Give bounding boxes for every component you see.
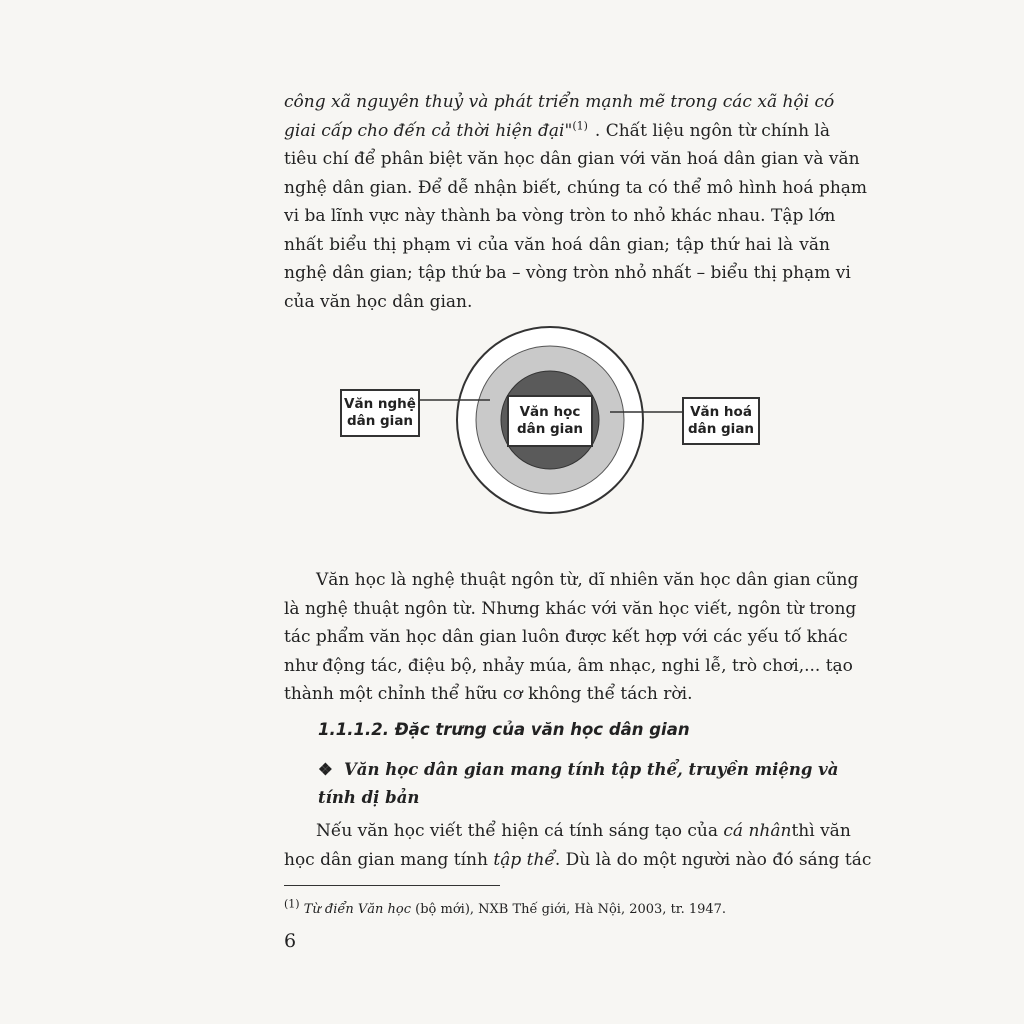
text-line: như động tác, điệu bộ, nhảy múa, âm nhạc, nghi lễ, trò chơi,... tạo	[284, 655, 853, 676]
box-label-line: dân gian	[346, 413, 414, 429]
text-line	[284, 117, 830, 146]
text-line: của văn học dân gian.	[284, 291, 473, 312]
box-folk-arts	[340, 389, 420, 437]
paragraph-collective	[284, 817, 872, 874]
text-line: thành một chỉnh thể hữu cơ không thể tách rời.	[284, 684, 693, 704]
footnote	[284, 897, 727, 917]
text-fragment: học dân gian mang tính	[284, 849, 494, 870]
text-fragment: thì văn	[791, 821, 851, 841]
text-line: tiêu chí để phân biệt văn học dân gian với văn hoá dân gian và văn	[284, 149, 860, 169]
text-line: Văn học là nghệ thuật ngôn từ, dĩ nhiên văn học dân gian cũng	[316, 570, 859, 590]
text-line: công xã nguyên thuỷ và phát triển mạnh mẽ trong các xã hội có	[284, 92, 835, 112]
emphasis-text: cá nhân	[723, 821, 792, 841]
concentric-circles-diagram	[330, 325, 770, 515]
text-fragment: Nếu văn học viết thể hiện cá tính sáng tạo của	[316, 821, 724, 841]
box-folk-culture	[682, 397, 760, 445]
text-line	[284, 817, 851, 846]
diamond-bullet-icon: ❖	[318, 760, 333, 779]
bullet-heading-text: tính dị bản	[318, 788, 420, 807]
text-line: là nghệ thuật ngôn từ. Nhưng khác với văn học viết, ngôn từ trong	[284, 598, 857, 619]
footnote-mark: (1)	[284, 897, 300, 911]
bullet-heading-text: Văn học dân gian mang tính tập thể, truyền miệng và	[344, 760, 839, 779]
footnote-divider	[284, 885, 500, 886]
quote-end-text: giai cấp cho đến cả thời hiện đại	[284, 120, 565, 141]
text-line	[284, 846, 872, 875]
text-line: nhất biểu thị phạm vi của văn hoá dân gian; tập thứ hai là văn	[284, 234, 830, 255]
footnote-text: (bộ mới), NXB Thế giới, Hà Nội, 2003, tr. 1947.	[411, 902, 727, 917]
text-fragment: . Chất liệu ngôn từ chính là	[594, 120, 830, 141]
text-line: vi ba lĩnh vực này thành ba vòng tròn to nhỏ khác nhau. Tập lớn	[284, 206, 836, 226]
text-fragment: . Dù là do một người nào đó sáng tác	[554, 849, 872, 870]
footnote-title: Từ điển Văn học	[303, 902, 412, 917]
emphasis-text: tập thể	[493, 849, 555, 870]
box-folk-literature	[507, 395, 593, 447]
section-heading: 1.1.1.2. Đặc trưng của văn học dân gian	[318, 720, 690, 739]
footnote-ref: (1)	[572, 118, 588, 132]
box-label-line: Văn nghệ	[344, 396, 416, 412]
text-line: nghệ dân gian. Để dễ nhận biết, chúng ta có thể mô hình hoá phạm	[284, 177, 868, 198]
bullet-heading	[318, 756, 839, 812]
paragraph-verbal-art	[284, 566, 859, 709]
text-line: nghệ dân gian; tập thứ ba – vòng tròn nhỏ nhất – biểu thị phạm vi	[284, 263, 851, 283]
box-label-line: Văn học	[519, 404, 581, 420]
quote-mark: "	[564, 120, 573, 141]
page-number: 6	[284, 930, 297, 952]
box-label-line: Văn hoá	[690, 404, 752, 420]
box-label-line: dân gian	[687, 421, 755, 437]
text-line: tác phẩm văn học dân gian luôn được kết hợp với các yếu tố khác	[284, 627, 848, 647]
box-label-line: dân gian	[516, 421, 584, 437]
paragraph-intro	[284, 88, 868, 316]
